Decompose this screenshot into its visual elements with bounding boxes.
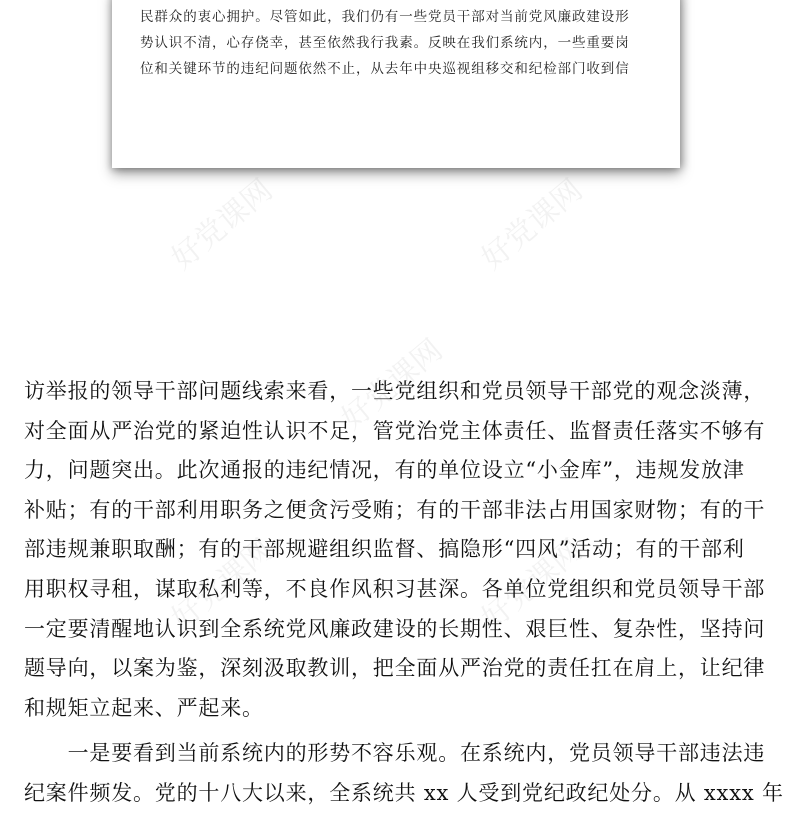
preview-text (140, 4, 650, 82)
watermark: 好党课网 (165, 172, 280, 277)
preview-line: 位和关键环节的违纪问题依然不止，从去年中央巡视组移交和纪检部门收到信 (140, 61, 630, 77)
body-line: 力，问题突出。此次通报的违纪情况，有的单位设立“小金库”，违规发放津 (24, 458, 745, 483)
body-line: 用职权寻租，谋取私利等，不良作风积习甚深。各单位党组织和党员领导干部 (24, 576, 766, 601)
document-body (24, 372, 784, 814)
body-line: 访举报的领导干部问题线索来看，一些党组织和党员领导干部党的观念淡薄， (24, 379, 766, 403)
body-line: 部违规兼职取酬；有的干部规避组织监督、搞隐形“四风”活动；有的干部利 (24, 537, 745, 562)
body-line: 补贴；有的干部利用职务之便贪污受贿；有的干部非法占用国家财物；有的干 (24, 497, 766, 522)
body-line: 纪案件频发。党的十八大以来，全系统共 xx 人受到党纪政纪处分。从 xxxx 年 (24, 780, 784, 805)
watermark: 好党课网 (475, 532, 590, 637)
preview-line: 民群众的衷心拥护。尽管如此，我们仍有一些党员干部对当前党风廉政建设形 (140, 9, 630, 25)
body-line: 对全面从严治党的紧迫性认识不足，管党治党主体责任、监督责任落实不够有 (24, 418, 766, 443)
body-line: 一是要看到当前系统内的形势不容乐观。在系统内，党员领导干部违法违 (24, 741, 766, 766)
watermark: 好党课网 (335, 332, 450, 437)
document-page-preview (112, 0, 680, 168)
preview-line: 势认识不清，心存侥幸，甚至依然我行我素。反映在我们系统内，一些重要岗 (140, 35, 630, 51)
body-line: 题导向，以案为鉴，深刻汲取教训，把全面从严治党的责任扛在肩上，让纪律 (24, 656, 766, 681)
watermark: 好党课网 (475, 172, 590, 277)
body-line: 一定要清醒地认识到全系统党风廉政建设的长期性、艰巨性、复杂性，坚持问 (24, 616, 766, 641)
body-line: 和规矩立起来、严起来。 (24, 695, 264, 720)
watermark: 好党课网 (165, 532, 280, 637)
